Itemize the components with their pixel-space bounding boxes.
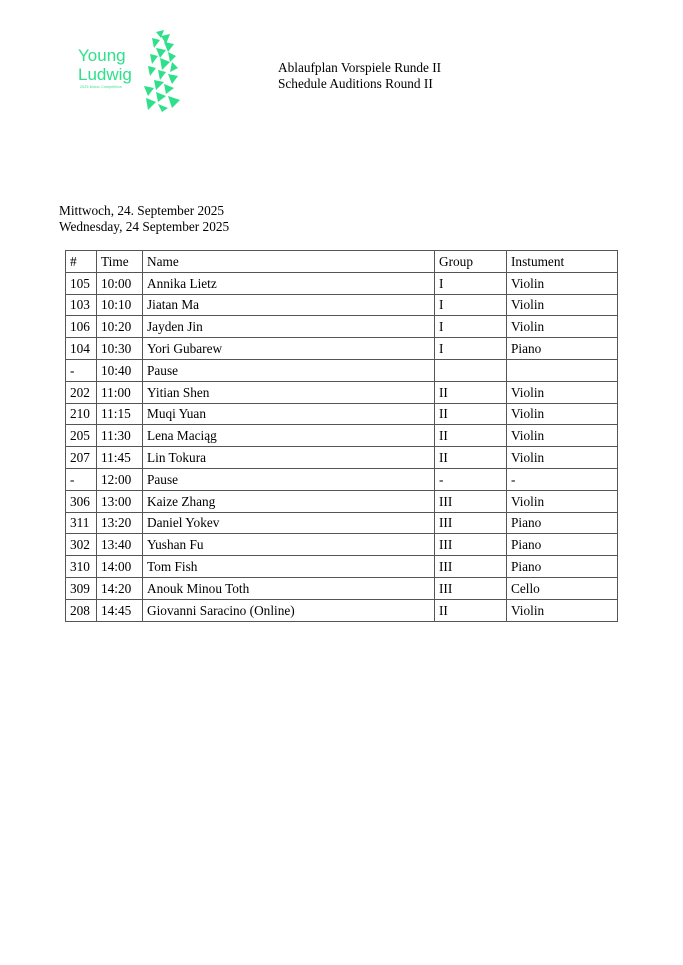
logo-line-2: Ludwig bbox=[78, 65, 132, 84]
schedule-table bbox=[65, 250, 618, 622]
date-heading bbox=[59, 203, 229, 234]
cell-instrument: Violin bbox=[507, 425, 618, 447]
table-row bbox=[66, 381, 618, 403]
cell-name: Pause bbox=[143, 359, 435, 381]
cell-name: Jiatan Ma bbox=[143, 294, 435, 316]
cell-time: 11:30 bbox=[97, 425, 143, 447]
column-header-instrument: Instument bbox=[507, 251, 618, 273]
cell-group: III bbox=[435, 534, 507, 556]
cell-group: II bbox=[435, 403, 507, 425]
cell-time: 11:15 bbox=[97, 403, 143, 425]
cell-group: III bbox=[435, 490, 507, 512]
cell-group: III bbox=[435, 556, 507, 578]
cell-group: II bbox=[435, 425, 507, 447]
cell-name: Giovanni Saracino (Online) bbox=[143, 599, 435, 621]
cell-name: Annika Lietz bbox=[143, 272, 435, 294]
table-row bbox=[66, 599, 618, 621]
cell-name: Yitian Shen bbox=[143, 381, 435, 403]
cell-time: 10:20 bbox=[97, 316, 143, 338]
cell-number: 104 bbox=[66, 338, 97, 360]
cell-number: 207 bbox=[66, 447, 97, 469]
cell-instrument: Piano bbox=[507, 512, 618, 534]
cell-instrument: - bbox=[507, 468, 618, 490]
cell-time: 11:45 bbox=[97, 447, 143, 469]
cell-name: Yori Gubarew bbox=[143, 338, 435, 360]
cell-name: Daniel Yokev bbox=[143, 512, 435, 534]
cell-instrument: Violin bbox=[507, 403, 618, 425]
cell-name: Pause bbox=[143, 468, 435, 490]
column-header-number: # bbox=[66, 251, 97, 273]
cell-name: Lin Tokura bbox=[143, 447, 435, 469]
cell-group: - bbox=[435, 468, 507, 490]
cell-instrument: Piano bbox=[507, 556, 618, 578]
cell-number: 310 bbox=[66, 556, 97, 578]
cell-time: 10:40 bbox=[97, 359, 143, 381]
cell-name: Yushan Fu bbox=[143, 534, 435, 556]
table-row bbox=[66, 512, 618, 534]
table-row bbox=[66, 556, 618, 578]
column-header-name: Name bbox=[143, 251, 435, 273]
cell-time: 11:00 bbox=[97, 381, 143, 403]
cell-number: 106 bbox=[66, 316, 97, 338]
cell-instrument: Violin bbox=[507, 294, 618, 316]
date-english: Wednesday, 24 September 2025 bbox=[59, 218, 230, 234]
cell-number: 208 bbox=[66, 599, 97, 621]
cell-number: - bbox=[66, 359, 97, 381]
table-row bbox=[66, 272, 618, 294]
document-title bbox=[278, 60, 441, 92]
cell-name: Tom Fish bbox=[143, 556, 435, 578]
cell-number: 311 bbox=[66, 512, 97, 534]
cell-time: 14:00 bbox=[97, 556, 143, 578]
cell-name: Lena Maciąg bbox=[143, 425, 435, 447]
cell-number: - bbox=[66, 468, 97, 490]
cell-group: I bbox=[435, 316, 507, 338]
table-header-row bbox=[66, 251, 618, 273]
cell-instrument: Piano bbox=[507, 338, 618, 360]
cell-number: 309 bbox=[66, 577, 97, 599]
cell-instrument: Violin bbox=[507, 381, 618, 403]
cell-number: 105 bbox=[66, 272, 97, 294]
title-english: Schedule Auditions Round II bbox=[278, 76, 433, 91]
cell-time: 14:20 bbox=[97, 577, 143, 599]
cell-instrument: Violin bbox=[507, 490, 618, 512]
cell-instrument: Piano bbox=[507, 534, 618, 556]
cell-group: II bbox=[435, 381, 507, 403]
cell-number: 306 bbox=[66, 490, 97, 512]
cell-instrument bbox=[507, 359, 618, 381]
table-row bbox=[66, 316, 618, 338]
table-row bbox=[66, 534, 618, 556]
table-row bbox=[66, 447, 618, 469]
cell-time: 13:40 bbox=[97, 534, 143, 556]
cell-time: 14:45 bbox=[97, 599, 143, 621]
table-row bbox=[66, 425, 618, 447]
cell-time: 13:00 bbox=[97, 490, 143, 512]
table-row bbox=[66, 338, 618, 360]
logo-wordmark bbox=[78, 46, 132, 84]
table-row bbox=[66, 359, 618, 381]
cell-group: II bbox=[435, 447, 507, 469]
cell-name: Kaize Zhang bbox=[143, 490, 435, 512]
cell-name: Muqi Yuan bbox=[143, 403, 435, 425]
cell-number: 202 bbox=[66, 381, 97, 403]
cell-group: III bbox=[435, 512, 507, 534]
cell-number: 210 bbox=[66, 403, 97, 425]
cell-instrument: Violin bbox=[507, 599, 618, 621]
logo-line-1: Young bbox=[78, 46, 126, 65]
cell-group: II bbox=[435, 599, 507, 621]
cell-group: I bbox=[435, 294, 507, 316]
column-header-time: Time bbox=[97, 251, 143, 273]
cell-time: 10:10 bbox=[97, 294, 143, 316]
cell-number: 302 bbox=[66, 534, 97, 556]
cell-instrument: Violin bbox=[507, 447, 618, 469]
column-header-group: Group bbox=[435, 251, 507, 273]
cell-time: 10:00 bbox=[97, 272, 143, 294]
cell-name: Jayden Jin bbox=[143, 316, 435, 338]
table-row bbox=[66, 294, 618, 316]
cell-time: 13:20 bbox=[97, 512, 143, 534]
title-german: Ablaufplan Vorspiele Runde II bbox=[278, 60, 442, 75]
cell-group: I bbox=[435, 338, 507, 360]
cell-instrument: Cello bbox=[507, 577, 618, 599]
cell-time: 12:00 bbox=[97, 468, 143, 490]
table-row bbox=[66, 490, 618, 512]
cell-number: 103 bbox=[66, 294, 97, 316]
cell-name: Anouk Minou Toth bbox=[143, 577, 435, 599]
cell-group: III bbox=[435, 577, 507, 599]
table-body bbox=[66, 272, 618, 621]
cell-group: I bbox=[435, 272, 507, 294]
cell-instrument: Violin bbox=[507, 272, 618, 294]
beethoven-silhouette-icon bbox=[134, 30, 190, 112]
cell-group bbox=[435, 359, 507, 381]
table-row bbox=[66, 468, 618, 490]
table-row bbox=[66, 577, 618, 599]
logo-tagline: 2025 Music Competition bbox=[80, 85, 122, 89]
cell-number: 205 bbox=[66, 425, 97, 447]
date-german: Mittwoch, 24. September 2025 bbox=[59, 203, 225, 218]
cell-time: 10:30 bbox=[97, 338, 143, 360]
table-row bbox=[66, 403, 618, 425]
cell-instrument: Violin bbox=[507, 316, 618, 338]
logo bbox=[78, 30, 193, 112]
